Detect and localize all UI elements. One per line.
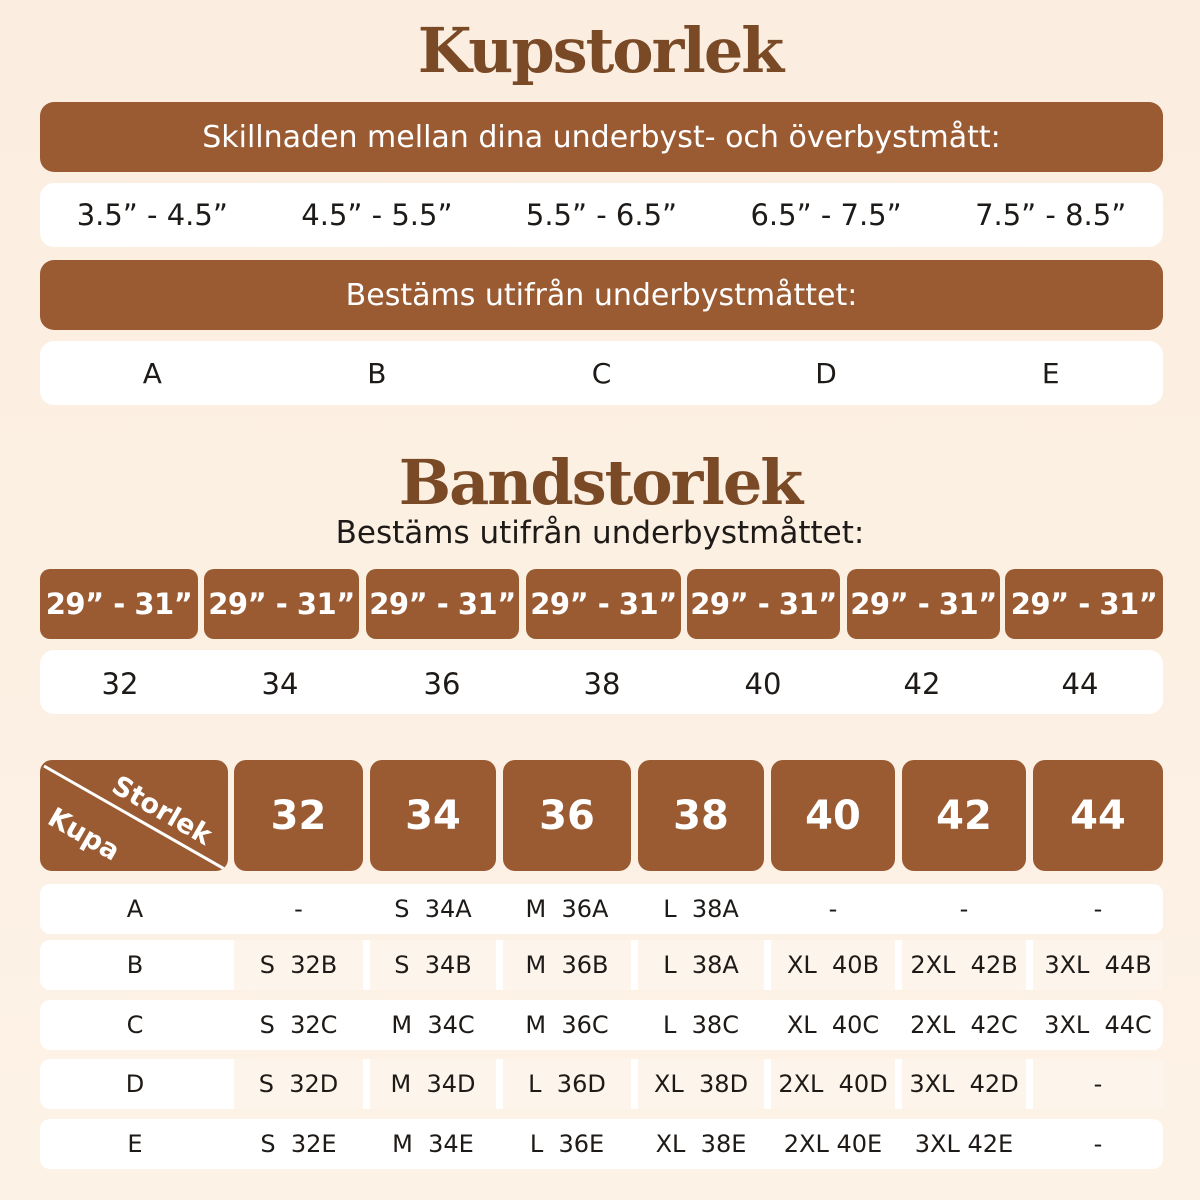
band-range-box: 29” - 31” bbox=[1005, 569, 1163, 639]
table-cell: S 32D bbox=[234, 1059, 363, 1109]
table-header-size: 42 bbox=[902, 760, 1026, 871]
table-row-cup-label: B bbox=[126, 951, 144, 979]
cup-letter-cell: D bbox=[815, 356, 837, 390]
cup-letter-cell: A bbox=[142, 356, 162, 390]
table-cell: 3XL 42E bbox=[914, 1130, 1014, 1158]
band-subtitle: Bestäms utifrån underbystmåttet: bbox=[335, 515, 865, 551]
cup-letters-row bbox=[40, 341, 1163, 405]
cup-determined-header bbox=[40, 260, 1163, 330]
table-cell: M 34C bbox=[391, 1011, 475, 1039]
table-cell: L 38C bbox=[663, 1011, 739, 1039]
band-size-cell: 34 bbox=[261, 667, 299, 701]
cup-range-cell: 6.5” - 7.5” bbox=[750, 198, 902, 232]
table-cell: 2XL 40E bbox=[783, 1130, 883, 1158]
table-cell: XL 40C bbox=[786, 1011, 880, 1039]
table-row-cup-label: A bbox=[126, 895, 144, 923]
table-corner-header bbox=[40, 760, 228, 871]
table-cell: M 36A bbox=[525, 895, 609, 923]
table-cell: - bbox=[1093, 895, 1103, 923]
table-cell: L 38A bbox=[638, 940, 764, 990]
band-size-cell: 44 bbox=[1061, 667, 1099, 701]
table-cell: - bbox=[1033, 1059, 1163, 1109]
table-cell: 3XL 44B bbox=[1033, 940, 1163, 990]
cup-letter-cell: C bbox=[591, 356, 612, 390]
cup-range-cell: 3.5” - 4.5” bbox=[76, 198, 228, 232]
table-cell: - bbox=[828, 895, 838, 923]
band-size-cell: 40 bbox=[744, 667, 782, 701]
band-size-cell: 42 bbox=[903, 667, 941, 701]
corner-cup-label: Kupa bbox=[42, 802, 125, 868]
table-cell: 3XL 42D bbox=[902, 1059, 1026, 1109]
cup-determined-label: Bestäms utifrån underbystmåttet: bbox=[345, 277, 858, 313]
table-cell: - bbox=[959, 895, 969, 923]
corner-size-label: Storlek bbox=[106, 770, 218, 852]
table-cell: XL 38E bbox=[655, 1130, 747, 1158]
table-row-cup-label: C bbox=[126, 1011, 144, 1039]
band-range-box: 29” - 31” bbox=[204, 569, 359, 639]
table-cell: XL 38D bbox=[638, 1059, 764, 1109]
cup-letter-cell: B bbox=[367, 356, 387, 390]
table-cell: M 34D bbox=[370, 1059, 496, 1109]
band-size-title: Bandstorlek bbox=[398, 446, 802, 519]
band-range-box: 29” - 31” bbox=[40, 569, 198, 639]
table-cell: 3XL 44C bbox=[1044, 1011, 1152, 1039]
cup-range-cell: 5.5” - 6.5” bbox=[525, 198, 678, 232]
table-cell: - bbox=[294, 895, 303, 923]
cup-difference-label: Skillnaden mellan dina underbyst- och överbystmått: bbox=[202, 119, 1001, 155]
table-header-size: 40 bbox=[771, 760, 895, 871]
band-size-cell: 36 bbox=[423, 667, 461, 701]
cup-size-title: Kupstorlek bbox=[417, 14, 783, 87]
table-header-size: 36 bbox=[503, 760, 631, 871]
band-size-cell: 32 bbox=[101, 667, 139, 701]
cup-range-cell: 7.5” - 8.5” bbox=[975, 198, 1127, 232]
table-header-size: 34 bbox=[370, 760, 496, 871]
band-range-box: 29” - 31” bbox=[526, 569, 681, 639]
table-cell: 2XL 42B bbox=[902, 940, 1026, 990]
table-cell: XL 40B bbox=[771, 940, 895, 990]
cup-difference-header bbox=[40, 102, 1163, 172]
table-cell: L 36D bbox=[503, 1059, 631, 1109]
band-range-box: 29” - 31” bbox=[847, 569, 1000, 639]
table-row-cup-label: D bbox=[125, 1070, 145, 1098]
table-cell: S 34A bbox=[394, 895, 472, 923]
table-cell: S 32B bbox=[234, 940, 363, 990]
table-cell: S 34B bbox=[370, 940, 496, 990]
table-cell: S 32E bbox=[260, 1130, 337, 1158]
cup-ranges-row bbox=[40, 183, 1163, 247]
table-cell: M 36B bbox=[503, 940, 631, 990]
table-cell: M 34E bbox=[392, 1130, 474, 1158]
table-cell: 2XL 40D bbox=[771, 1059, 895, 1109]
table-header-size: 32 bbox=[234, 760, 363, 871]
table-cell: M 36C bbox=[525, 1011, 609, 1039]
table-cell: 2XL 42C bbox=[910, 1011, 1018, 1039]
band-size-cell: 38 bbox=[583, 667, 621, 701]
table-cell: L 36E bbox=[529, 1130, 605, 1158]
table-cell: - bbox=[1093, 1130, 1103, 1158]
band-range-box: 29” - 31” bbox=[687, 569, 840, 639]
table-cell: L 38A bbox=[663, 895, 739, 923]
band-range-box: 29” - 31” bbox=[366, 569, 519, 639]
table-header-size: 38 bbox=[638, 760, 764, 871]
table-header-size: 44 bbox=[1033, 760, 1163, 871]
cup-range-cell: 4.5” - 5.5” bbox=[301, 198, 453, 232]
table-cell: S 32C bbox=[259, 1011, 338, 1039]
cup-letter-cell: E bbox=[1041, 356, 1060, 390]
table-row-cup-label: E bbox=[127, 1130, 143, 1158]
